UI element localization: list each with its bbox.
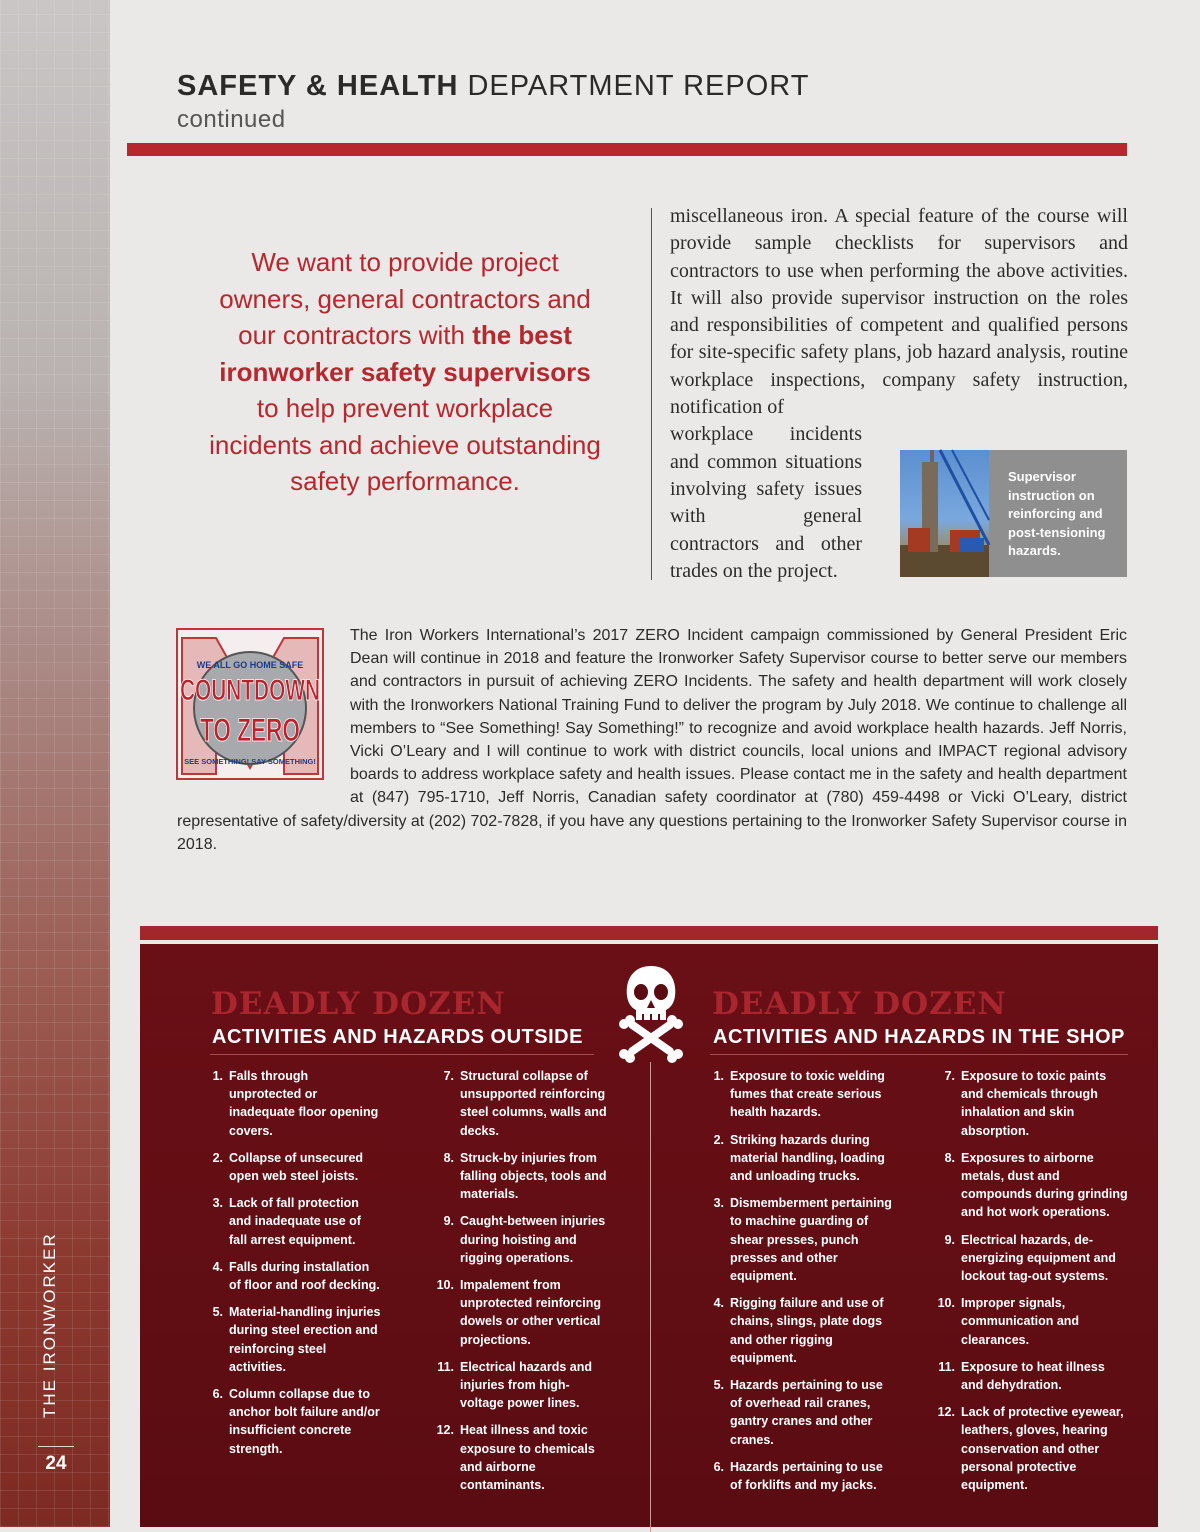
photo-box — [900, 450, 1127, 577]
hazard-list-item — [211, 1258, 381, 1294]
body-paragraph — [177, 624, 1127, 856]
divider — [650, 1062, 651, 1532]
skull-and-crossbones-icon — [618, 964, 684, 1062]
deadly-dozen-top-rule — [140, 926, 1158, 940]
hazard-text: Exposure to heat illness and dehydration. — [961, 1359, 1105, 1393]
hazard-list-item — [712, 1458, 897, 1494]
logo-spacer — [177, 624, 350, 799]
hazard-number: 2. — [713, 1132, 724, 1147]
hazard-text: Striking hazards during material handling, loading and unloading trucks. — [730, 1132, 885, 1184]
hazard-text: Exposure to toxic welding fumes that create serious health hazards. — [730, 1069, 885, 1120]
hazard-number: 7. — [944, 1069, 955, 1083]
hazard-text: Column collapse due to anchor bolt failure and/or insufficient concrete strength. — [229, 1387, 380, 1456]
hazard-number: 2. — [212, 1150, 223, 1165]
logo-line-2: TO ZERO — [200, 712, 300, 748]
hazard-list-item — [943, 1149, 1128, 1222]
hazard-text: Material-handling injuries during steel erection and reinforcing steel activities. — [229, 1305, 381, 1374]
logo-line-1: COUNTDOWN — [180, 674, 320, 707]
hazard-text: Collapse of unsecured open web steel joists. — [229, 1150, 364, 1184]
page-title-rest: DEPARTMENT REPORT — [458, 70, 810, 102]
deadly-dozen-outside-title: DEADLY DOZEN — [211, 986, 506, 1022]
article-column-narrow-text: workplace incidents and common situations involving safety issues with general contractors and other trades on the project. — [670, 423, 862, 582]
divider — [210, 1054, 594, 1055]
page-number: 24 — [45, 1453, 67, 1474]
photo-caption: Supervisor instruction on reinforcing and post-tensioning hazards. — [1008, 469, 1106, 558]
hazard-text: Dismemberment pertaining to machine guarding of shear presses, punch presses and other equipment. — [730, 1196, 892, 1284]
hazard-number: 4. — [212, 1259, 223, 1274]
hazard-list-item — [442, 1149, 612, 1204]
deadly-dozen-shop-subtitle: ACTIVITIES AND HAZARDS IN THE SHOP — [713, 1026, 1125, 1048]
hazard-list-item — [712, 1294, 897, 1367]
hazard-list-item — [943, 1067, 1128, 1140]
hazard-text: Falls during installation of floor and roof decking. — [229, 1259, 380, 1293]
hazard-list-item — [211, 1385, 381, 1458]
body-paragraph-text: The Iron Workers International’s 2017 ZERO Incident campaign commissioned by General President Eric Dean will continue in 2018 and feature the Ironworker Safety Supervisor course to better serve our members and contractors in pursuit of achieving ZERO Incidents. The safety and health department will work closely with the Ironworkers National Training Fund to deliver the program by July 2018. We continue to challenge all members to “See Something! Say Something!” to recognize and avoid workplace health hazards. Jeff Norris, Vicki O’Leary and I will continue to work with district councils, local unions and IMPACT regional advisory boards to address workplace safety and health issues. Please contact me in the safety and health department at (847) 795-1710, Jeff Norris, Canadian safety coordinator at (780) 459-4498 or Vicki O’Leary, district representative of safety/diversity at (202) 702-7828, if you have any questions pertaining to the Ironworker Safety Supervisor course in 2018. — [177, 627, 1127, 853]
hazard-text: Impalement from unprotected reinforcing dowels or other vertical projections. — [460, 1278, 601, 1347]
shop-hazards-list-1 — [712, 1067, 897, 1503]
hazard-text: Rigging failure and use of chains, slings, plate dogs and other rigging equipment. — [730, 1296, 884, 1365]
hazard-list-item — [437, 1358, 612, 1413]
hazard-text: Falls through unprotected or inadequate floor opening covers. — [229, 1069, 379, 1138]
hazard-number: 3. — [212, 1196, 223, 1211]
hazard-list-item — [937, 1294, 1128, 1349]
column-divider — [651, 208, 652, 580]
hazard-text: Improper signals, communication and clearances. — [961, 1296, 1080, 1347]
hazard-text: Exposures to airborne metals, dust and compounds during grinding and hot work operations. — [961, 1150, 1128, 1220]
magazine-name: THE IRONWORKER — [40, 1232, 59, 1418]
hazard-text: Exposure to toxic paints and chemicals through inhalation and skin absorption. — [961, 1069, 1107, 1138]
hazard-list-item — [442, 1067, 612, 1140]
hazard-list-item — [211, 1149, 381, 1185]
hazard-number: 9. — [944, 1232, 955, 1247]
hazard-text: Heat illness and toxic exposure to chemicals and airborne contaminants. — [460, 1423, 595, 1493]
hazard-number: 6. — [713, 1459, 724, 1474]
hazard-number: 1. — [212, 1069, 223, 1083]
hazard-number: 11. — [938, 1359, 955, 1374]
pull-quote-bold: the best ironworker safety supervisors — [219, 320, 591, 387]
sidebar-strip — [0, 0, 110, 1527]
hazard-text: Hazards pertaining to use of forklifts and my jacks. — [730, 1459, 883, 1493]
hazard-text: Hazards pertaining to use of overhead rail cranes, gantry cranes and other cranes. — [730, 1378, 883, 1447]
deadly-dozen-panel — [140, 944, 1158, 1527]
page-title — [177, 70, 809, 103]
hazard-number: 10. — [436, 1278, 454, 1293]
logo-top-arc: WE ALL GO HOME SAFE — [196, 660, 304, 670]
hazard-number: 3. — [713, 1196, 724, 1211]
hazard-number: 8. — [944, 1150, 955, 1165]
hazard-number: 9. — [443, 1214, 454, 1229]
divider — [710, 1054, 1128, 1055]
page-title-bold: SAFETY & HEALTH — [177, 70, 459, 102]
hazard-number: 5. — [713, 1378, 724, 1393]
hazard-number: 10. — [937, 1296, 955, 1311]
hazard-list-item — [211, 1194, 381, 1249]
hazard-number: 7. — [443, 1069, 454, 1083]
hazard-number: 11. — [437, 1359, 454, 1374]
hazard-text: Electrical hazards, de-energizing equipment and lockout tag-out systems. — [961, 1232, 1116, 1284]
header-rule — [127, 143, 1127, 156]
pull-quote-text-2: to help prevent workplace incidents and achieve outstanding safety performance. — [209, 393, 601, 496]
outside-hazards-list-1 — [211, 1067, 381, 1467]
page-subtitle: continued — [177, 106, 286, 133]
hazard-list-item — [211, 1303, 381, 1376]
hazard-text: Structural collapse of unsupported reinforcing steel columns, walls and decks. — [460, 1069, 607, 1138]
hazard-number: 6. — [212, 1387, 223, 1402]
hazard-list-item — [943, 1231, 1128, 1286]
pull-quote-text-1: We want to provide project owners, general contractors and our contractors with — [219, 247, 591, 350]
hazard-text: Lack of fall protection and inadequate use of fall arrest equipment. — [229, 1196, 361, 1247]
hazard-number: 1. — [713, 1069, 724, 1083]
hazard-text: Struck-by injuries from falling objects, tools and materials. — [460, 1150, 607, 1202]
hazard-list-item — [712, 1376, 897, 1449]
hazard-list-item — [436, 1276, 612, 1349]
hazard-text: Caught-between injuries during hoisting and rigging operations. — [460, 1214, 606, 1265]
hazard-list-item — [442, 1212, 612, 1267]
pull-quote — [205, 244, 605, 500]
hazard-number: 12. — [436, 1423, 454, 1438]
hazard-list-item — [436, 1421, 612, 1494]
hazard-text: Lack of protective eyewear, leathers, gloves, hearing conservation and other personal protective equipment. — [961, 1405, 1124, 1493]
hazard-number: 8. — [443, 1150, 454, 1165]
logo-bottom-arc: SEE SOMETHING! SAY SOMETHING! — [184, 757, 316, 766]
hazard-list-item — [211, 1067, 381, 1140]
hazard-list-item — [712, 1067, 897, 1122]
shop-hazards-list-2 — [937, 1067, 1128, 1503]
hazard-number: 5. — [212, 1305, 223, 1320]
deadly-dozen-outside-subtitle: ACTIVITIES AND HAZARDS OUTSIDE — [212, 1026, 583, 1048]
hazard-list-item — [937, 1403, 1128, 1494]
outside-hazards-list-2 — [436, 1067, 612, 1503]
hazard-text: Electrical hazards and injuries from high-voltage power lines. — [460, 1359, 593, 1411]
hazard-number: 4. — [713, 1296, 724, 1311]
hazard-number: 12. — [937, 1405, 955, 1420]
crane-photo — [900, 450, 989, 577]
deadly-dozen-shop-title: DEADLY DOZEN — [712, 986, 1007, 1022]
divider — [38, 1446, 74, 1447]
hazard-list-item — [938, 1358, 1128, 1394]
hazard-list-item — [712, 1131, 897, 1186]
hazard-list-item — [712, 1194, 897, 1285]
article-column-wide-text: miscellaneous iron. A special feature of the course will provide sample checklists for supervisors and contractors to use when performing the above activities. It will also provide supervisor instruction on the roles and responsibilities of competent and qualified persons for site-specific safety plans, job hazard analysis, routine workplace inspections, company safety instruction, notification of — [670, 205, 1128, 419]
